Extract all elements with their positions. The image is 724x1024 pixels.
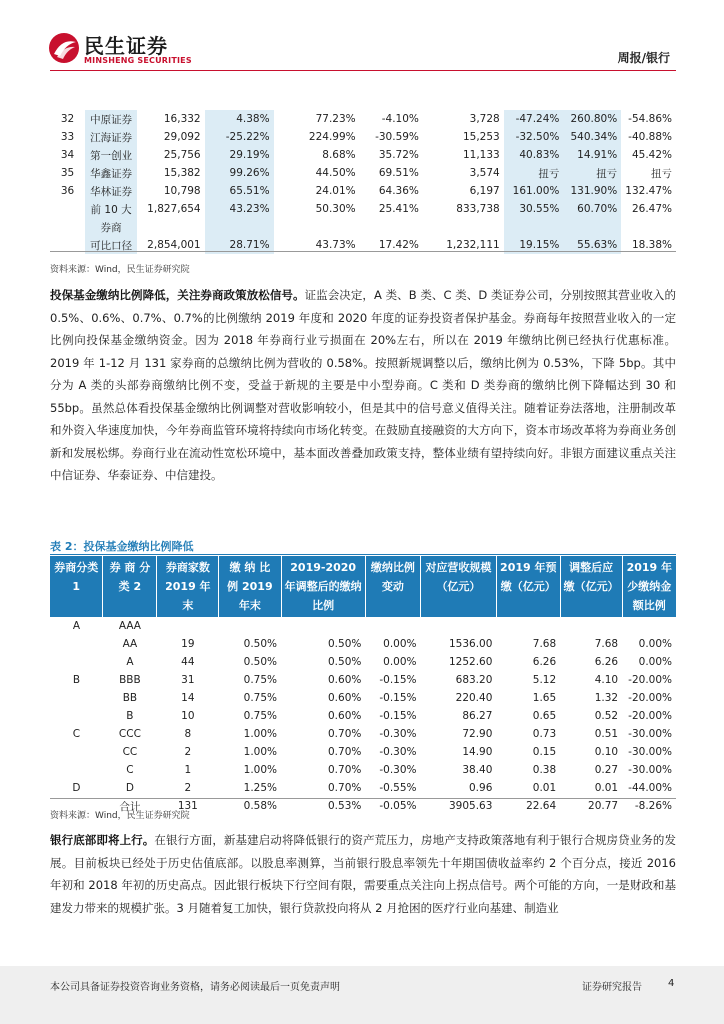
table-cell [560, 617, 622, 635]
table-cell: 72.90 [462, 728, 493, 740]
table-cell: 15,382 [163, 167, 201, 179]
table-cell: -32.50% [504, 128, 564, 146]
table-row [50, 128, 676, 146]
table-cell: 1.00% [243, 728, 277, 740]
table-cell [274, 218, 360, 236]
table-row [50, 743, 676, 761]
table-row [50, 779, 676, 797]
footer-doc-type: 证券研究报告 [582, 982, 642, 993]
table-cell: 20.77 [588, 800, 619, 812]
table-cell: 0.70% [328, 764, 362, 776]
table-cell: -0.05% [379, 800, 417, 812]
table-cell [496, 617, 560, 635]
table-cell: AAA [118, 620, 141, 632]
table-cell: 131 [177, 800, 198, 812]
table-cell: 17.42% [378, 239, 419, 251]
table-cell [563, 218, 621, 236]
column-header: 2019 年预缴（亿元） [496, 556, 560, 617]
table-cell: -0.55% [379, 782, 417, 794]
table-cell: -30.59% [375, 131, 419, 143]
broker-name-cell: 中原证券 [85, 110, 137, 128]
table-cell: 833,738 [456, 203, 500, 215]
table-cell: 0.60% [328, 692, 362, 704]
table-cell: 0.70% [328, 782, 362, 794]
table-cell: 7.68 [532, 638, 557, 650]
table-cell: 1,232,111 [446, 239, 500, 251]
page-number: 4 [668, 978, 675, 989]
table-cell: 0.75% [243, 674, 277, 686]
table-cell: 683.20 [455, 674, 493, 686]
table-cell: -30.00% [628, 728, 672, 740]
table-cell: 4.38% [205, 110, 274, 128]
table-cell: 2 [184, 746, 192, 758]
table-cell: 35.72% [378, 149, 419, 161]
table-cell: 6.26 [532, 656, 557, 668]
table-cell: 0.00% [383, 638, 417, 650]
policy-paragraph-body: 证监会决定，A 类、B 类、C 类、D 类证券公司，分别按照其营业收入的 0.5%、0.6%、0.7%、0.7%的比例缴纳 2019 年度和 2020 年度的证券投资者保护基金。券商每年按照营业收入的一定比例向投保基金缴纳资金。因为 2018 年券商行业亏损面在 20%左右，所以在 2019 年缴纳比例已经执行优惠标准。2019 年 1-12 月 131 家券商的总缴纳比例为营收的 0.58%。按照新规调整以后，缴纳比例为 0.53%，下降 5bp。其中分为 A 类的头部券商缴纳比例不变，受益于新规的主要是中小型券商。C 类和 D 类券商的缴纳比例下降幅达到 30 和 55bp。虽然总体看投保基金缴纳比例调整对营收影响较小，但是其中的信号意义值得关注。随着证券法落地，注册制改革和外资入华速度加快，今年券商监管环境将持续向市场化转变。在鼓励直接融资的大方向下，资本市场改革将为券商业务创新和发展松绑。券商行业在流动性宽松环境中，基本面改善叠加政策支持，整体业绩有望持续向好。非银方面建议重点关注中信证券、华泰证券、中信建投。 [50, 288, 677, 482]
bank-paragraph [50, 829, 676, 919]
table-cell: 25.41% [378, 203, 419, 215]
table2-title: 表 2：投保基金缴纳比例降低 [50, 540, 194, 553]
table-cell: -40.88% [628, 131, 672, 143]
table-cell: 1 [184, 764, 192, 776]
broker-name-cell: 前 10 大 [85, 200, 137, 218]
table-cell: 0.52 [594, 710, 619, 722]
table-cell: 1.32 [594, 692, 619, 704]
table-cell: 10,798 [163, 185, 201, 197]
bank-paragraph-body: 在银行方面，新基建启动将降低银行的资产荒压力，房地产支持政策落地有利于银行合规房贷业务的发展。目前板块已经处于历史估值底部。以股息率测算，当前银行股息率领先十年期国债收益率约 2 个百分点，接近 2016 年初和 2018 年初的历史高点。因此银行板块下行空间有限，需要重点关注向上拐点信号。两个可能的方向，一是财政和基建发力带来的规模扩张。3 月随着复工加快，银行贷款投向将从 2 月抢困的医疗行业向基建、制造业 [50, 833, 677, 915]
broker-name-cell: 华林证券 [85, 182, 137, 200]
footer-band [0, 966, 724, 1024]
table-cell: 0.50% [243, 656, 277, 668]
table-cell [205, 218, 274, 236]
table-cell: 1252.60 [448, 656, 493, 668]
table-cell: 0.75% [243, 692, 277, 704]
company-logo [48, 32, 192, 72]
table-cell: 1536.00 [448, 638, 493, 650]
table2-title-rule [50, 554, 676, 555]
table-cell: 64.36% [378, 185, 419, 197]
table-cell: 540.34% [563, 128, 621, 146]
table-cell: 18.38% [631, 239, 672, 251]
table-cell: 19 [181, 638, 195, 650]
table-cell: 扭亏 [563, 164, 621, 182]
table-cell: 0.51 [594, 728, 619, 740]
broker-performance-table [50, 110, 676, 254]
table-cell: 1.00% [243, 746, 277, 758]
bank-paragraph-heading: 银行底部即将上行。 [50, 833, 155, 847]
table-cell: 19.15% [504, 236, 564, 254]
table-row [50, 707, 676, 725]
table-row [50, 164, 676, 182]
table-cell: 7.68 [594, 638, 619, 650]
column-header: 券 商 分类 2 [103, 556, 157, 617]
column-header: 缴 纳 比 例 2019 年末 [219, 556, 281, 617]
table-cell: 0.70% [328, 728, 362, 740]
table-cell: CC [122, 746, 138, 758]
table-row [50, 635, 676, 653]
table-cell: -0.30% [379, 728, 417, 740]
table-cell: -8.26% [634, 800, 672, 812]
table-cell: 6.26 [594, 656, 619, 668]
column-header: 券商分类 1 [50, 556, 103, 617]
table-cell [365, 617, 420, 635]
table-cell: D [125, 782, 134, 794]
table-cell: 0.58% [243, 800, 277, 812]
table-cell [50, 218, 85, 236]
column-header: 对应营收规模（亿元） [421, 556, 497, 617]
table-cell: 0.70% [328, 746, 362, 758]
table-cell: 40.83% [504, 146, 564, 164]
table-cell [50, 653, 103, 671]
column-header: 2019-2020 年调整后的缴纳比例 [281, 556, 365, 617]
table-cell: 43.23% [205, 200, 274, 218]
page-header [0, 0, 724, 78]
table-cell: -54.86% [628, 113, 672, 125]
table-cell: BB [122, 692, 138, 704]
table-cell: 224.99% [308, 131, 356, 143]
investor-protection-fund-table [50, 556, 676, 815]
table-cell: 0.60% [328, 710, 362, 722]
table-cell: 0.00% [638, 638, 672, 650]
table-cell: -47.24% [504, 110, 564, 128]
table-cell: 14 [181, 692, 195, 704]
table-cell: 0.01 [532, 782, 557, 794]
table-cell: -30.00% [628, 764, 672, 776]
table-row [50, 653, 676, 671]
table-cell: 0.53% [328, 800, 362, 812]
table-cell: 60.70% [563, 200, 621, 218]
table-cell: 8.68% [322, 149, 356, 161]
column-header: 2019 年少缴纳金额比例 [622, 556, 676, 617]
table-cell: 50.30% [315, 203, 356, 215]
table-cell: 22.64 [526, 800, 557, 812]
table-cell: 45.42% [631, 149, 672, 161]
policy-paragraph [50, 284, 676, 487]
table-cell [50, 200, 85, 218]
table-cell: 15,253 [462, 131, 500, 143]
table-cell [622, 617, 676, 635]
table-cell: 31 [181, 674, 195, 686]
table-cell: 0.73 [532, 728, 557, 740]
table-cell: A [72, 620, 81, 632]
table-cell: 36 [60, 185, 75, 197]
table-cell: C [126, 764, 134, 776]
table-row [50, 200, 676, 218]
table-cell: 1,827,654 [147, 203, 201, 215]
table2-source: 资料来源：Wind，民生证券研究院 [50, 811, 190, 821]
table-cell: 2 [184, 782, 192, 794]
table-cell: 34 [60, 149, 75, 161]
table-cell: 69.51% [378, 167, 419, 179]
table-row [50, 761, 676, 779]
table-row [50, 671, 676, 689]
table-cell [50, 743, 103, 761]
table-cell [50, 689, 103, 707]
table-row [50, 110, 676, 128]
report-type-label: 周报/银行 [617, 51, 670, 65]
table-cell: 1.65 [532, 692, 557, 704]
footer-disclaimer: 本公司具备证券投资咨询业务资格，请务必阅读最后一页免责声明 [50, 982, 340, 993]
column-header: 调整后应缴（亿元） [560, 556, 622, 617]
table-cell: 131.90% [563, 182, 621, 200]
table-cell: 0.27 [594, 764, 619, 776]
table-cell: -20.00% [628, 692, 672, 704]
table-cell: A [126, 656, 134, 668]
broker-name-cell: 华鑫证券 [85, 164, 137, 182]
table-cell: 44 [181, 656, 195, 668]
table-cell: 3905.63 [448, 800, 493, 812]
table-cell: -30.00% [628, 746, 672, 758]
table-cell: 29,092 [163, 131, 201, 143]
table-row [50, 146, 676, 164]
table1-bottom-rule [50, 251, 676, 252]
table-cell: 38.40 [462, 764, 493, 776]
table-cell: 77.23% [315, 113, 356, 125]
table-cell: C [72, 728, 81, 740]
table-cell [621, 218, 676, 236]
table-cell: 220.40 [455, 692, 493, 704]
column-header: 缴纳比例变动 [365, 556, 420, 617]
table-cell [423, 218, 504, 236]
table-row [50, 725, 676, 743]
header-divider [50, 70, 676, 71]
table-cell: 35 [60, 167, 75, 179]
broker-name-cell: 第一创业 [85, 146, 137, 164]
table-cell: 26.47% [631, 203, 672, 215]
table-cell: -0.30% [379, 764, 417, 776]
table-row [50, 218, 676, 236]
table-cell [50, 635, 103, 653]
table-cell: 2,854,001 [147, 239, 201, 251]
policy-paragraph-heading: 投保基金缴纳比例降低，关注券商政策放松信号。 [50, 288, 305, 302]
table-cell: 29.19% [205, 146, 274, 164]
table-cell: 0.50% [243, 638, 277, 650]
table-cell: 1.00% [243, 764, 277, 776]
table-cell: 14.90 [462, 746, 493, 758]
table-cell [421, 617, 497, 635]
column-header: 券商家数 2019 年末 [157, 556, 219, 617]
table-cell: 0.60% [328, 674, 362, 686]
table-cell: 0.01 [594, 782, 619, 794]
table-row [50, 617, 676, 635]
table-cell: 33 [60, 131, 75, 143]
broker-name-cell: 江海证券 [85, 128, 137, 146]
table-cell: BBB [119, 674, 141, 686]
table-cell: 0.50% [328, 638, 362, 650]
table-cell: 30.55% [504, 200, 564, 218]
table-cell: 44.50% [315, 167, 356, 179]
table-cell: 10 [181, 710, 195, 722]
table2-bottom-rule [50, 798, 676, 799]
table-cell: 6,197 [469, 185, 500, 197]
table-cell: 132.47% [625, 185, 672, 197]
table-cell: 0.50% [328, 656, 362, 668]
table-cell [360, 218, 423, 236]
table-cell: 0.10 [594, 746, 619, 758]
table-cell: 24.01% [315, 185, 356, 197]
table-cell: 8 [184, 728, 192, 740]
table-row [50, 689, 676, 707]
table-cell: 16,332 [163, 113, 201, 125]
table-cell [219, 617, 281, 635]
table-cell [281, 617, 365, 635]
table-cell: 55.63% [563, 236, 621, 254]
table-cell: B [72, 674, 81, 686]
table-cell: 3,728 [469, 113, 500, 125]
table-cell: -20.00% [628, 710, 672, 722]
table-cell: -20.00% [628, 674, 672, 686]
broker-name-cell: 券商 [85, 218, 137, 236]
table-cell: 86.27 [462, 710, 493, 722]
table-cell: CCC [118, 728, 141, 740]
table-cell [157, 617, 219, 635]
table-cell: 43.73% [315, 239, 356, 251]
table1-source: 资料来源：Wind，民生证券研究院 [50, 265, 190, 275]
broker-name-cell: 可比口径 [85, 236, 137, 254]
table-cell: -25.22% [205, 128, 274, 146]
table-cell: -0.15% [379, 692, 417, 704]
table-cell: -0.30% [379, 746, 417, 758]
table-cell: 0.00% [638, 656, 672, 668]
table-cell: 扭亏 [651, 167, 672, 180]
table-row [50, 182, 676, 200]
table-cell: 扭亏 [504, 164, 564, 182]
table-cell: -44.00% [628, 782, 672, 794]
table-cell [50, 761, 103, 779]
table-cell: 0.75% [243, 710, 277, 722]
table-cell: 1.25% [243, 782, 277, 794]
table-cell: AA [122, 638, 138, 650]
table-cell [50, 707, 103, 725]
table-cell: 0.65 [532, 710, 557, 722]
table-cell: B [126, 710, 134, 722]
table-cell: 3,574 [469, 167, 500, 179]
table-cell: 0.00% [383, 656, 417, 668]
table-cell: D [72, 782, 81, 794]
table-cell: 161.00% [504, 182, 564, 200]
logo-text-en: MINSHENG SECURITIES [84, 56, 192, 65]
minsheng-logo-icon [48, 32, 80, 64]
table-cell: 0.38 [532, 764, 557, 776]
table-cell: 99.26% [205, 164, 274, 182]
table-cell: 25,756 [163, 149, 201, 161]
table-cell: 4.10 [594, 674, 619, 686]
table-cell: 65.51% [205, 182, 274, 200]
table-cell [504, 218, 564, 236]
table-cell: -0.15% [379, 674, 417, 686]
table-cell: 28.71% [205, 236, 274, 254]
table-cell [137, 218, 205, 236]
table-cell: 合计 [119, 800, 141, 813]
table-cell: 5.12 [532, 674, 557, 686]
table-cell: -4.10% [381, 113, 419, 125]
table-cell: 0.15 [532, 746, 557, 758]
table-cell: 0.96 [469, 782, 493, 794]
table-cell: -0.15% [379, 710, 417, 722]
table-cell: 14.91% [563, 146, 621, 164]
table-cell: 260.80% [563, 110, 621, 128]
table-cell: 32 [60, 113, 75, 125]
logo-text-cn: 民生证券 [84, 34, 168, 58]
table-cell: 11,133 [462, 149, 500, 161]
